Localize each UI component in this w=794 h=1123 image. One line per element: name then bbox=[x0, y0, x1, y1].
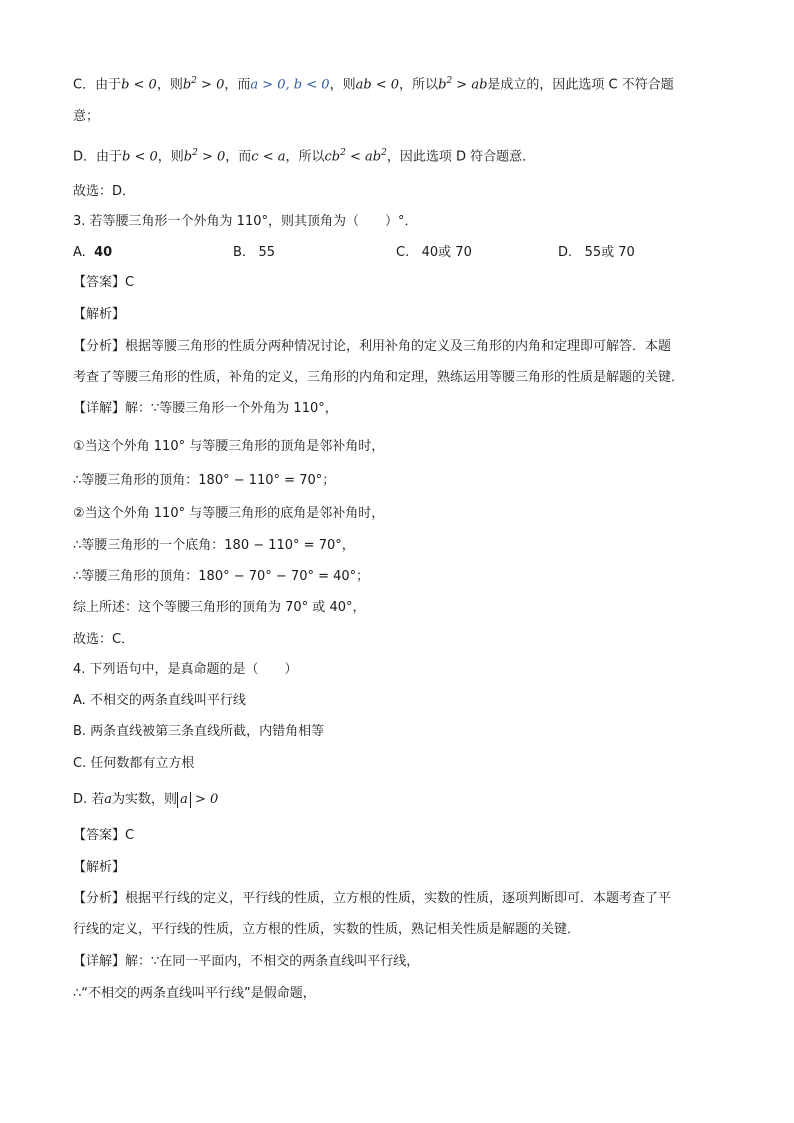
math: b < 0 bbox=[121, 77, 157, 93]
q4-stem: 4. 下列语句中，是真命题的是（ ） bbox=[73, 662, 298, 677]
text: D. 若 bbox=[73, 792, 105, 807]
math: b bbox=[183, 149, 193, 165]
option-c-explanation-line2: 意； bbox=[73, 109, 100, 124]
math: c < a bbox=[251, 149, 286, 165]
q3-option-b bbox=[233, 243, 275, 263]
math-exponent: 2 bbox=[340, 148, 346, 158]
math-exponent: 2 bbox=[381, 148, 387, 158]
q3-case1: ①当这个外角 110° 与等腰三角形的顶角是邻补角时， bbox=[73, 439, 385, 454]
fenxi-text: 根据平行线的定义，平行线的性质，立方根的性质，实数的性质，逐项判断即可．本题考查了平 bbox=[125, 891, 672, 906]
q4-option-c: C. 任何数都有立方根 bbox=[73, 756, 195, 771]
option-text: 40或 70 bbox=[421, 245, 472, 260]
q3-fenxi-line2: 考查了等腰三角形的性质，补角的定义，三角形的内角和定理，熟练运用等腰三角形的性质是解题的关键． bbox=[73, 370, 685, 385]
math: b bbox=[438, 77, 447, 93]
math-exponent: 2 bbox=[192, 148, 198, 158]
text: C．由于 bbox=[73, 77, 122, 93]
q4-option-d bbox=[73, 790, 218, 810]
option-text: 55或 70 bbox=[584, 245, 635, 260]
answer-value: C bbox=[125, 828, 135, 843]
math: b bbox=[182, 77, 192, 93]
q3-xiangjie bbox=[73, 399, 338, 419]
q3-answer bbox=[73, 273, 134, 293]
q3-case1-calc: ∴等腰三角形的顶角：180° − 110° = 70°； bbox=[73, 473, 336, 488]
option-d-explanation bbox=[73, 143, 535, 167]
text: D．由于 bbox=[73, 149, 123, 165]
xiangjie-text: 解：∵在同一平面内，不相交的两条直线叫平行线， bbox=[125, 954, 420, 969]
answer-tag: 【答案】 bbox=[73, 828, 126, 843]
xiangjie-tag: 【详解】 bbox=[73, 401, 126, 416]
option-letter: B. bbox=[233, 245, 247, 260]
text: 为实数，则 bbox=[112, 792, 178, 807]
text: ，则 bbox=[156, 77, 183, 93]
text: ，所以 bbox=[285, 149, 325, 165]
q4-xiangjie bbox=[73, 952, 419, 972]
math: > 0 bbox=[197, 149, 226, 165]
math: > ab bbox=[452, 77, 488, 93]
text: ，则 bbox=[157, 149, 184, 165]
q4-false-statement: ∴“不相交的两条直线叫平行线”是假命题， bbox=[73, 986, 316, 1001]
q3-option-d bbox=[558, 243, 635, 263]
q3-case2: ②当这个外角 110° 与等腰三角形的底角是邻补角时， bbox=[73, 506, 385, 521]
q4-fenxi-line1 bbox=[73, 889, 671, 909]
math: b < 0 bbox=[122, 149, 158, 165]
q4-analysis-tag: 【解析】 bbox=[73, 860, 126, 875]
fenxi-tag: 【分析】 bbox=[73, 339, 126, 354]
option-c-explanation-line1 bbox=[73, 71, 674, 95]
q4-fenxi-line2: 行线的定义，平行线的性质，立方根的性质，实数的性质，熟记相关性质是解题的关键． bbox=[73, 922, 581, 937]
xiangjie-tag: 【详解】 bbox=[73, 954, 126, 969]
math: > 0 bbox=[196, 77, 225, 93]
q3-analysis-tag: 【解析】 bbox=[73, 307, 126, 322]
fenxi-tag: 【分析】 bbox=[73, 891, 126, 906]
math: > 0 bbox=[190, 792, 219, 807]
text: ，因此选项 D 符合题意． bbox=[386, 149, 536, 165]
q4-option-b: B. 两条直线被第三条直线所截，内错角相等 bbox=[73, 724, 325, 739]
option-letter: C. bbox=[396, 245, 410, 260]
option-text: 55 bbox=[258, 245, 276, 260]
text: 是成立的，因此选项 C 不符合题 bbox=[487, 77, 674, 93]
math: cb bbox=[324, 149, 341, 165]
q4-option-a: A. 不相交的两条直线叫平行线 bbox=[73, 693, 246, 708]
q3-conclusion: 故选：C． bbox=[73, 632, 135, 647]
absolute-value: a bbox=[177, 792, 191, 808]
xiangjie-text: 解：∵等腰三角形一个外角为 110°， bbox=[125, 401, 338, 416]
q3-option-c bbox=[396, 243, 472, 263]
q3-case2-calc2: ∴等腰三角形的顶角：180° − 70° − 70° = 40°； bbox=[73, 569, 370, 584]
q4-answer bbox=[73, 826, 134, 846]
q3-option-a bbox=[73, 243, 112, 263]
q3-summary: 综上所述：这个等腰三角形的顶角为 70° 或 40°， bbox=[73, 600, 366, 615]
math: < ab bbox=[345, 149, 382, 165]
answer-tag: 【答案】 bbox=[73, 275, 126, 290]
text: ，所以 bbox=[399, 77, 439, 93]
answer-value: C bbox=[125, 275, 135, 290]
q3-case2-calc1: ∴等腰三角形的一个底角：180 − 110° = 70°， bbox=[73, 538, 355, 553]
math: ab < 0 bbox=[355, 77, 400, 93]
math-highlighted: a > 0, b < 0 bbox=[250, 77, 330, 93]
math: a bbox=[104, 792, 113, 807]
text: ，而 bbox=[225, 149, 252, 165]
option-letter: A. bbox=[73, 245, 86, 260]
q3-fenxi-line1 bbox=[73, 337, 671, 357]
option-text: 40 bbox=[94, 245, 113, 260]
text: ，而 bbox=[224, 77, 251, 93]
math-exponent: 2 bbox=[446, 76, 453, 86]
math-exponent: 2 bbox=[191, 76, 197, 86]
text: ，则 bbox=[329, 77, 356, 93]
fenxi-text: 根据等腰三角形的性质分两种情况讨论，利用补角的定义及三角形的内角和定理即可解答．本题 bbox=[125, 339, 672, 354]
q2-conclusion: 故选：D． bbox=[73, 184, 136, 199]
option-letter: D. bbox=[558, 245, 573, 260]
q3-stem: 3. 若等腰三角形一个外角为 110°，则其顶角为（ ）°． bbox=[73, 214, 418, 229]
